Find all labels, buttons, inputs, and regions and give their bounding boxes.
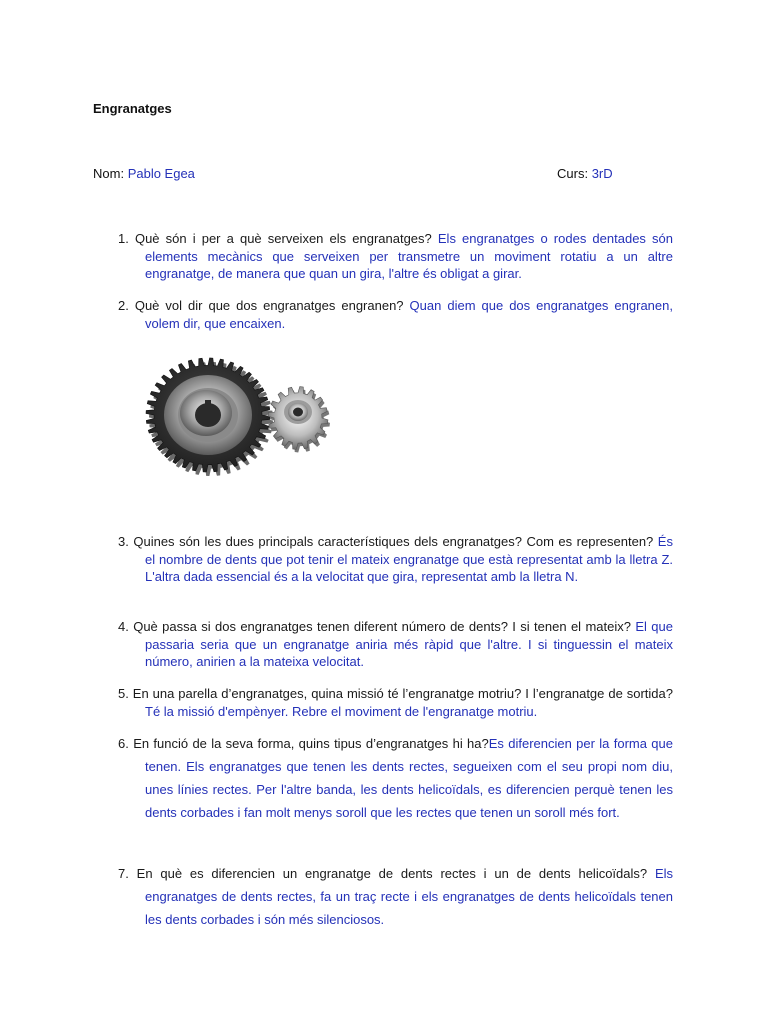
answer-text: El que passaria seria que un engranatge aniria més ràpid que l'altre. I si tinguessin el mateix número, anirien a la mateixa velocitat. (145, 619, 673, 669)
question-text: Què són i per a què serveixen els engranatges? (134, 231, 432, 246)
answer-text: Els engranatges de dents rectes, fa un traç recte i els engranatges de dents helicoïdals tenen les dents corbades i són més silenciosos. (145, 866, 673, 927)
course-value: 3rD (591, 166, 613, 181)
question-7 (118, 862, 673, 931)
name-label: Nom: (93, 166, 125, 181)
question-number: 2. (118, 298, 129, 313)
question-number: 7. (118, 866, 129, 881)
answer-text: Té la missió d'empènyer. Rebre el moviment de l'engranatge motriu. (145, 703, 538, 719)
gears-image (140, 352, 352, 482)
answer-text: És el nombre de dents que pot tenir el mateix engranatge que està representat amb la lletra Z. L'altra dada essencial és a la velocitat que gira, representat amb la lletra N. (145, 534, 673, 584)
small-gear (268, 387, 330, 453)
answer-text: Quan diem que dos engranatges engranen, volem dir, que encaixen. (145, 298, 673, 331)
question-text: En una parella d’engranatges, quina missió té l’engranatge motriu? I l’engranatge de sortida? (132, 686, 673, 701)
question-4 (118, 618, 673, 671)
question-3 (118, 533, 673, 586)
question-text: Què vol dir que dos engranatges engranen? (134, 298, 404, 313)
answer-text: Es diferencien per la forma que tenen. Els engranatges que tenen les dents rectes, segueixen com el seu propi nom diu, unes línies rectes. Per l'altre banda, les dents helicoïdals, es diferencien perquè tenen les dents corbades i fan molt menys soroll que les rectes que tenen un soroll més fort. (145, 736, 673, 820)
question-number: 4. (118, 619, 129, 634)
course-label: Curs: (557, 166, 589, 181)
question-number: 6. (118, 736, 129, 751)
question-number: 1. (118, 231, 129, 246)
document-title: Engranatges (93, 101, 172, 116)
question-5 (118, 685, 673, 720)
course-row (557, 165, 613, 183)
name-value: Pablo Egea (127, 166, 195, 181)
question-number: 3. (118, 534, 129, 549)
question-number: 5. (118, 686, 129, 701)
question-2 (118, 297, 673, 332)
question-text: En funció de la seva forma, quins tipus d’engranatges hi ha? (133, 736, 489, 751)
large-gear (146, 358, 273, 476)
question-text: En què es diferencien un engranatge de dents rectes i un de dents helicoïdals? (136, 866, 648, 881)
question-1 (118, 230, 673, 283)
question-6 (118, 732, 673, 824)
question-text: Quines són les dues principals característiques dels engranatges? Com es representen? (133, 534, 654, 549)
name-row (93, 165, 195, 183)
answer-text: Els engranatges o rodes dentades són elements mecànics que serveixen per transmetre un moviment rotatiu a un altre engranatge, de manera que quan un gira, l'altre és obligat a girar. (145, 231, 673, 281)
question-text: Què passa si dos engranatges tenen diferent número de dents? I si tenen el mateix? (133, 619, 631, 634)
